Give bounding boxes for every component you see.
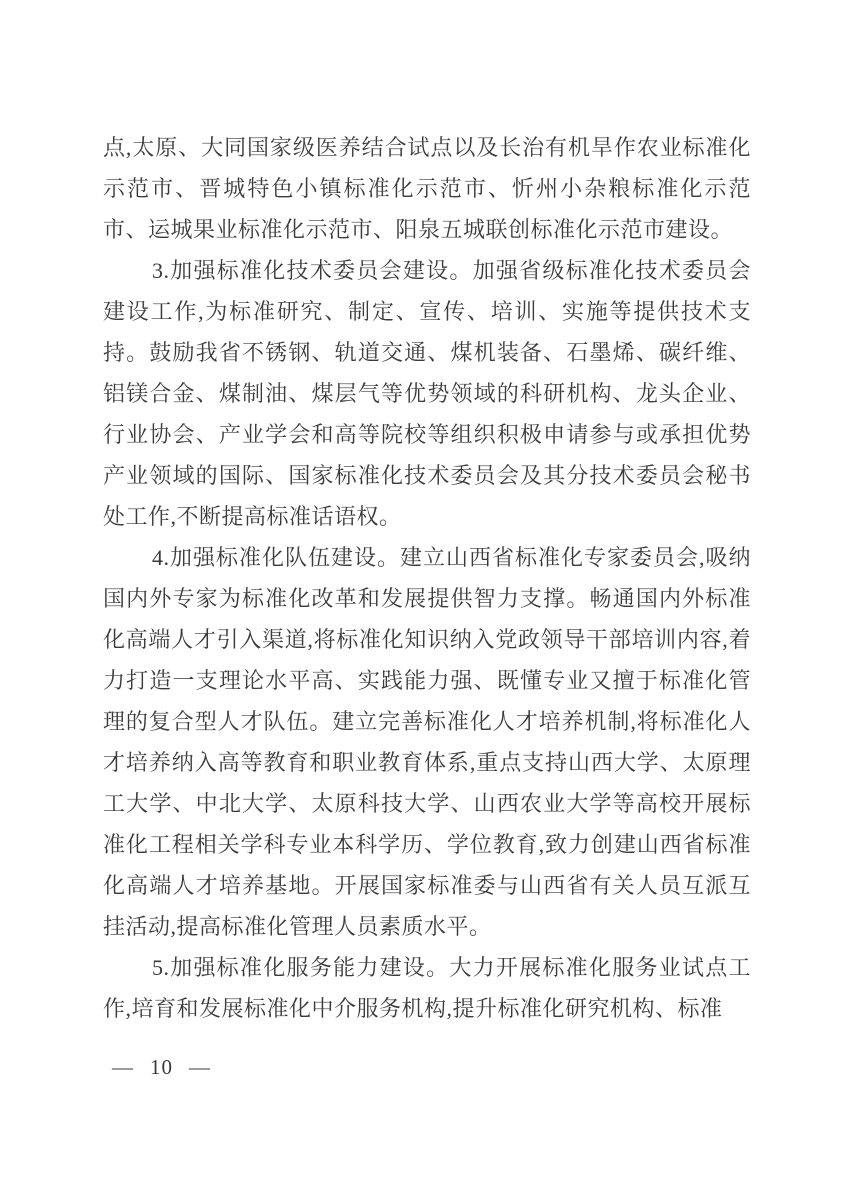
body-paragraph-item-4: 4.加强标准化队伍建设。建立山西省标准化专家委员会,吸纳国内外专家为标准化改革和发展提供智力支撑。畅通国内外标准化高端人才引入渠道,将标准化知识纳入党政领导干部培训内容,着力打造一支理论水平高、实践能力强、既懂专业又擅于标准化管理的复合型人才队伍。建立完善标准化人才培养机制,将标准化人才培养纳入高等教育和职业教育体系,重点支持山西大学、太原理工大学、中北大学、太原科技大学、山西农业大学等高校开展标准化工程相关学科专业本科学历、学位教育,致力创建山西省标准化高端人才培养基地。开展国家标准委与山西省有关人员互派互挂活动,提高标准化管理人员素质水平。 bbox=[103, 545, 751, 939]
document-body bbox=[103, 127, 751, 1029]
body-paragraph-item-3: 3.加强标准化技术委员会建设。加强省级标准化技术委员会建设工作,为标准研究、制定、宣传、培训、实施等提供技术支持。鼓励我省不锈钢、轨道交通、煤机装备、石墨烯、碳纤维、铝镁合金、煤制油、煤层气等优势领域的科研机构、龙头企业、行业协会、产业学会和高等院校等组织积极申请参与或承担优势产业领域的国际、国家标准化技术委员会及其分技术委员会秘书处工作,不断提高标准话语权。 bbox=[103, 258, 751, 529]
body-paragraph-continuation: 点,太原、大同国家级医养结合试点以及长治有机旱作农业标准化示范市、晋城特色小镇标准化示范市、忻州小杂粮标准化示范市、运城果业标准化示范市、阳泉五城联创标准化示范市建设。 bbox=[103, 135, 751, 242]
page-footer bbox=[112, 1055, 211, 1080]
footer-dash-right: — bbox=[189, 1055, 211, 1079]
footer-dash-left: — bbox=[112, 1055, 134, 1079]
page-number: 10 bbox=[150, 1055, 173, 1079]
body-paragraph-item-5: 5.加强标准化服务能力建设。大力开展标准化服务业试点工作,培育和发展标准化中介服务机构,提升标准化研究机构、标准 bbox=[103, 955, 751, 1021]
